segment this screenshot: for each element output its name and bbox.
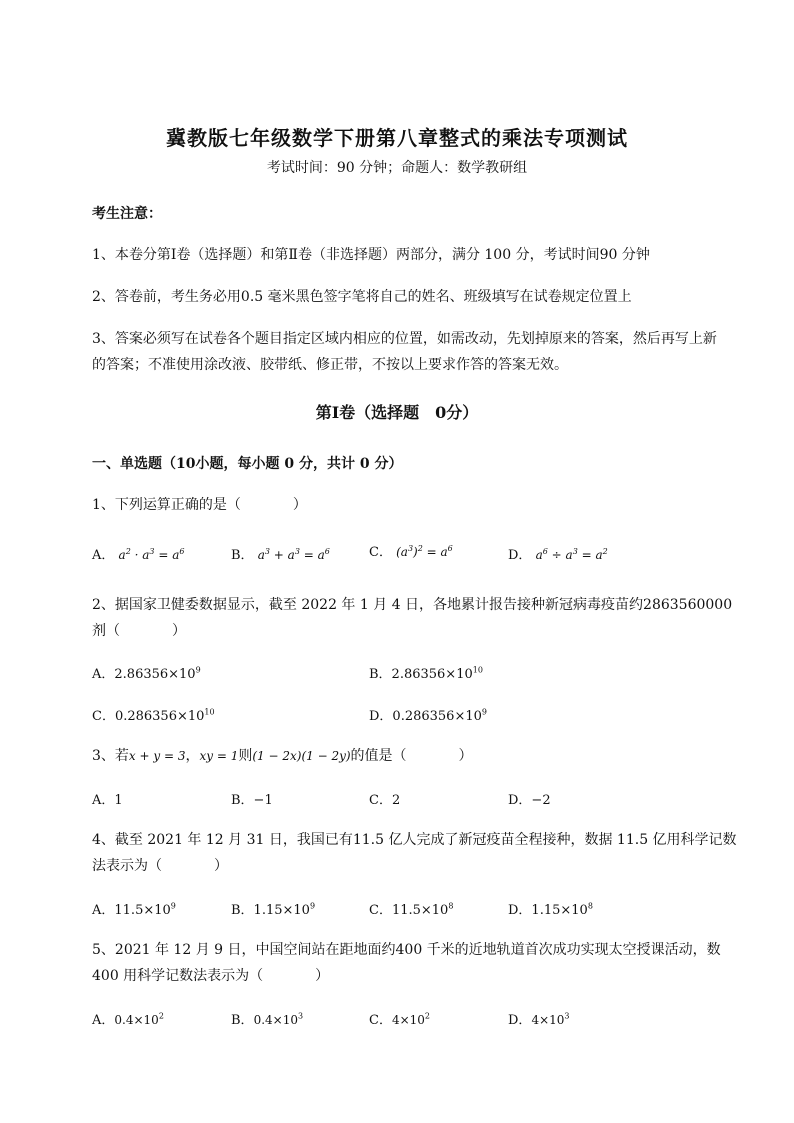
- question-2-stem: 2、据国家卫健委数据显示，截至 2022 年 1 月 4 日，各地累计报告接种新冠病毒疫苗约2863560000: [92, 597, 733, 613]
- question-3-option-a[interactable]: A．1: [92, 793, 123, 808]
- notice-item: 2、答卷前，考生务必用0.5 毫米黑色签字笔将自己的姓名、班级填写在试卷规定位置上: [92, 289, 632, 305]
- question-2-option-a[interactable]: A．$2.86356\times 10^9$: [92, 665, 201, 682]
- question-4-option-d[interactable]: D．$1.15\times 10^8$: [508, 901, 593, 918]
- question-4-option-c[interactable]: C．$11.5\times 10^8$: [369, 901, 454, 918]
- question-5-stem: 5、2021 年 12 月 9 日，中国空间站在距地面约400 千米的近地轨道首次成功实现太空授课活动，数: [92, 942, 721, 958]
- question-1-option-b[interactable]: B． $a^3 + a^3 = a^6$: [231, 547, 330, 563]
- exam-info: 考试时间：90 分钟；命题人：数学教研组: [266, 160, 528, 176]
- question-2-option-b[interactable]: B．$2.86356\times 10^{10}$: [369, 665, 483, 682]
- question-5-option-a[interactable]: A．$0.4\times 10^2$: [92, 1011, 164, 1028]
- question-4-option-a[interactable]: A．$11.5\times 10^9$: [92, 901, 176, 918]
- notice-item: 的答案；不准使用涂改液、胶带纸、修正带，不按以上要求作答的答案无效。: [92, 357, 568, 373]
- question-3-option-c[interactable]: C．2: [369, 793, 401, 808]
- question-1-option-d[interactable]: D． $a^6 \div a^3 = a^2$: [508, 547, 608, 563]
- section-title: 第Ⅰ卷（选择题 0分）: [315, 403, 479, 422]
- notice-item: 3、答案必须写在试卷各个题目指定区域内相应的位置，如需改动，先划掉原来的答案，然后再写上新: [92, 331, 717, 347]
- question-5-option-d[interactable]: D．$4\times 10^3$: [508, 1011, 570, 1028]
- question-4-option-b[interactable]: B．$1.15\times 10^9$: [231, 901, 316, 918]
- question-2-option-d[interactable]: D．$0.286356\times 10^9$: [369, 707, 487, 724]
- question-2-stem-cont: 剂（ ）: [92, 623, 186, 639]
- question-3-stem: 3、若x + y = 3，xy = 1则(1 − 2x)(1 − 2y)的值是（ ）: [92, 748, 473, 764]
- question-4-stem: 4、截至 2021 年 12 月 31 日，我国已有11.5 亿人完成了新冠疫苗全程接种，数据 11.5 亿用科学记数: [92, 832, 737, 848]
- question-3-option-d[interactable]: D．−2: [508, 793, 551, 808]
- page-title: 冀教版七年级数学下册第八章整式的乘法专项测试: [166, 126, 628, 150]
- question-1-option-a[interactable]: A． $a^2 \cdot a^3 = a^6$: [92, 547, 185, 563]
- notice-item: 1、本卷分第Ⅰ卷（选择题）和第Ⅱ卷（非选择题）两部分，满分 100 分，考试时间90 分钟: [92, 247, 650, 263]
- question-3-option-b[interactable]: B．−1: [231, 793, 273, 808]
- question-2-option-c[interactable]: C．$0.286356\times 10^{10}$: [92, 707, 215, 724]
- question-1-option-c[interactable]: C． $(a^3)^2 = a^6$: [369, 544, 453, 560]
- question-5-option-c[interactable]: C．$4\times 10^2$: [369, 1011, 431, 1028]
- notice-heading: 考生注意：: [92, 206, 162, 222]
- question-1-stem: 1、下列运算正确的是（ ）: [92, 497, 307, 513]
- question-5-stem-cont: 400 用科学记数法表示为（ ）: [92, 968, 330, 984]
- question-5-option-b[interactable]: B．$0.4\times 10^3$: [231, 1011, 304, 1028]
- question-4-stem-cont: 法表示为（ ）: [92, 858, 228, 874]
- part-heading: 一、单选题（10小题，每小题 0 分，共计 0 分）: [92, 456, 403, 472]
